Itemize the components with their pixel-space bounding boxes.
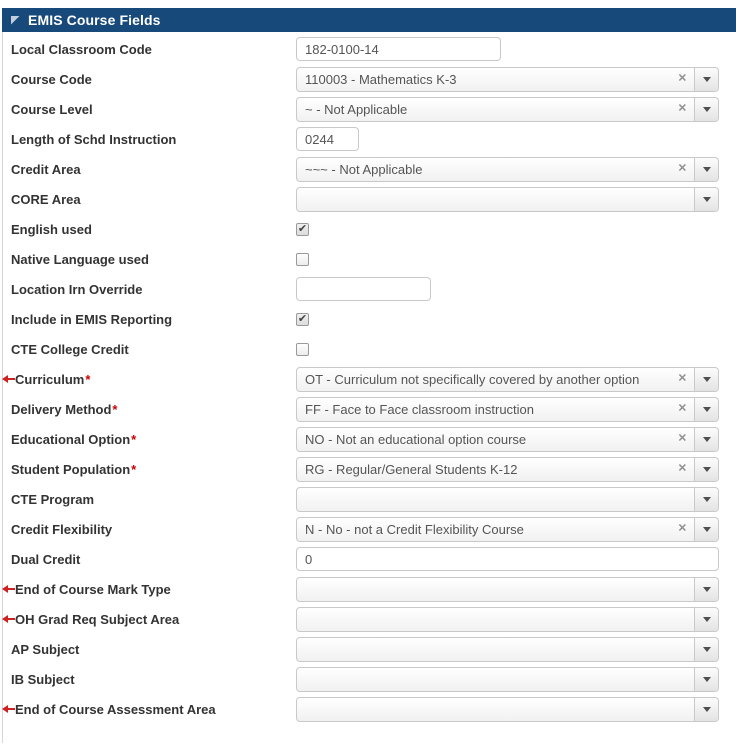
combobox[interactable] [296,637,719,662]
form-row-end-of-course-assessment-area [3,694,736,724]
field-control [296,457,719,482]
combobox[interactable] [296,427,719,452]
field-control [296,427,719,452]
combobox[interactable] [296,667,719,692]
combobox-selected-value: OT - Curriculum not specifically covered by another option [305,371,640,387]
combobox[interactable] [296,577,719,602]
chevron-down-icon [703,617,711,622]
field-control [296,667,719,692]
form-row-curriculum [3,364,736,394]
field-control [296,157,719,182]
field-control [296,367,719,392]
clear-icon[interactable]: ✕ [677,162,687,175]
field-control [296,517,719,542]
checkmark-icon: ✔ [297,312,308,325]
field-label: Curriculum* [15,371,91,387]
chevron-down-icon [703,587,711,592]
form-row-credit-flexibility [3,514,736,544]
combobox-value-area[interactable] [297,698,694,721]
form-row-educational-option [3,424,736,454]
dropdown-arrow-button[interactable] [694,68,718,91]
clear-icon[interactable]: ✕ [677,432,687,445]
field-control [296,67,719,92]
checkbox[interactable] [296,313,309,326]
chevron-down-icon [703,197,711,202]
combobox-selected-value: ~~~ - Not Applicable [305,161,423,177]
form-row-ap-subject [3,634,736,664]
form-row-location-irn-override [3,274,736,304]
combobox[interactable] [296,457,719,482]
form-row-end-of-course-mark-type [3,574,736,604]
combobox-selected-value: N - No - not a Credit Flexibility Course [305,521,524,537]
combobox-value-area[interactable] [297,518,694,541]
dropdown-arrow-button[interactable] [694,428,718,451]
combobox-value-area[interactable] [297,638,694,661]
field-control [296,607,719,632]
required-asterisk: * [131,461,137,477]
checkbox[interactable] [296,223,309,236]
required-asterisk: * [85,371,91,387]
dropdown-arrow-button[interactable] [694,188,718,211]
text-input[interactable] [296,277,431,301]
emis-course-fields-panel [2,8,736,743]
form-row-core-area [3,184,736,214]
combobox[interactable] [296,97,719,122]
required-asterisk: * [112,401,118,417]
combobox-selected-value: ~ - Not Applicable [305,101,408,117]
chevron-down-icon [703,167,711,172]
required-marker-arrow [2,375,15,383]
field-label: Native Language used [11,251,149,267]
field-label: Local Classroom Code [11,41,152,57]
dropdown-arrow-button[interactable] [694,98,718,121]
chevron-down-icon [703,377,711,382]
combobox-value-area[interactable] [297,458,694,481]
chevron-down-icon [703,707,711,712]
dropdown-arrow-button[interactable] [694,518,718,541]
combobox-value-area[interactable] [297,488,694,511]
field-control [296,127,719,151]
dropdown-arrow-button[interactable] [694,158,718,181]
field-control [296,253,719,266]
dropdown-arrow-button[interactable] [694,368,718,391]
combobox-value-area[interactable] [297,68,694,91]
combobox-value-area[interactable] [297,398,694,421]
field-label: End of Course Mark Type [15,581,171,597]
field-control [296,547,719,571]
field-label: End of Course Assessment Area [15,701,216,717]
text-input[interactable] [296,37,501,61]
field-control [296,343,719,356]
dropdown-arrow-button[interactable] [694,398,718,421]
form-row-cte-college-credit [3,334,736,364]
combobox-value-area[interactable] [297,98,694,121]
form-row-student-population [3,454,736,484]
checkbox[interactable] [296,343,309,356]
combobox[interactable] [296,397,719,422]
form-row-oh-grad-req-subject-area [3,604,736,634]
chevron-down-icon [703,437,711,442]
form-row-course-level [3,94,736,124]
field-control [296,397,719,422]
field-control [296,637,719,662]
field-label: Dual Credit [11,551,81,567]
checkmark-icon: ✔ [297,222,308,235]
chevron-down-icon [703,407,711,412]
field-label: Educational Option* [11,431,137,447]
combobox[interactable] [296,187,719,212]
dropdown-arrow-button[interactable] [694,458,718,481]
clear-icon[interactable]: ✕ [677,402,687,415]
combobox-value-area[interactable] [297,668,694,691]
field-control [296,277,719,301]
dropdown-arrow-button[interactable] [694,578,718,601]
chevron-down-icon [703,647,711,652]
checkbox[interactable] [296,253,309,266]
field-label: Course Code [11,71,92,87]
combobox-selected-value: NO - Not an educational option course [305,431,527,447]
combobox[interactable] [296,67,719,92]
panel-body [2,32,736,743]
form-row-native-language-used [3,244,736,274]
chevron-down-icon [703,527,711,532]
form-row-local-classroom-code [3,34,736,64]
combobox-value-area[interactable] [297,368,694,391]
clear-icon[interactable]: ✕ [677,462,687,475]
combobox-value-area[interactable] [297,428,694,451]
dropdown-arrow-button[interactable] [694,608,718,631]
combobox-value-area[interactable] [297,608,694,631]
field-label: Course Level [11,101,93,117]
text-input[interactable] [296,547,719,571]
form-row-ib-subject [3,664,736,694]
field-control [296,313,719,326]
field-control [296,187,719,212]
combobox-value-area[interactable] [297,578,694,601]
form-row-delivery-method [3,394,736,424]
form-row-course-code [3,64,736,94]
chevron-down-icon [703,77,711,82]
clear-icon[interactable]: ✕ [677,372,687,385]
combobox[interactable] [296,697,719,722]
field-label: English used [11,221,92,237]
form-row-cte-program [3,484,736,514]
collapse-triangle-icon[interactable] [11,16,20,25]
dropdown-arrow-button[interactable] [694,668,718,691]
form-row-credit-area [3,154,736,184]
field-label: Length of Schd Instruction [11,131,177,147]
text-input[interactable] [296,127,359,151]
field-control [296,577,719,602]
field-control [296,223,719,236]
combobox[interactable] [296,157,719,182]
field-label: Location Irn Override [11,281,143,297]
form-row-english-used [3,214,736,244]
combobox-selected-value: 110003 - Mathematics K-3 [305,71,457,87]
combobox-selected-value: RG - Regular/General Students K-12 [305,461,518,477]
field-label: OH Grad Req Subject Area [15,611,180,627]
field-label: IB Subject [11,671,75,687]
field-label: AP Subject [11,641,80,657]
required-marker-arrow [2,585,15,593]
form-row-dual-credit [3,544,736,574]
field-label: Credit Flexibility [11,521,113,537]
field-label: Delivery Method* [11,401,118,417]
field-label: Credit Area [11,161,81,177]
field-label: Student Population* [11,461,137,477]
required-marker-arrow [2,705,15,713]
form-rows [3,34,736,724]
chevron-down-icon [703,677,711,682]
form-row-include-in-emis-reporting [3,304,736,334]
clear-icon[interactable]: ✕ [677,522,687,535]
field-label: CTE Program [11,491,95,507]
chevron-down-icon [703,107,711,112]
dropdown-arrow-button[interactable] [694,638,718,661]
required-marker-arrow [2,615,15,623]
clear-icon[interactable]: ✕ [677,72,687,85]
chevron-down-icon [703,467,711,472]
field-label: CTE College Credit [11,341,129,357]
combobox[interactable] [296,487,719,512]
dropdown-arrow-button[interactable] [694,698,718,721]
field-control [296,97,719,122]
panel-header[interactable] [2,8,736,32]
panel-title: EMIS Course Fields [28,12,161,28]
combobox-selected-value: FF - Face to Face classroom instruction [305,401,535,417]
field-control [296,697,719,722]
chevron-down-icon [703,497,711,502]
combobox[interactable] [296,367,719,392]
form-row-length-of-schd-instruction [3,124,736,154]
combobox-value-area[interactable] [297,158,694,181]
combobox[interactable] [296,607,719,632]
field-label: CORE Area [11,191,81,207]
field-control [296,37,719,61]
field-label: Include in EMIS Reporting [11,311,173,327]
dropdown-arrow-button[interactable] [694,488,718,511]
clear-icon[interactable]: ✕ [677,102,687,115]
field-control [296,487,719,512]
combobox[interactable] [296,517,719,542]
combobox-value-area[interactable] [297,188,694,211]
required-asterisk: * [131,431,137,447]
